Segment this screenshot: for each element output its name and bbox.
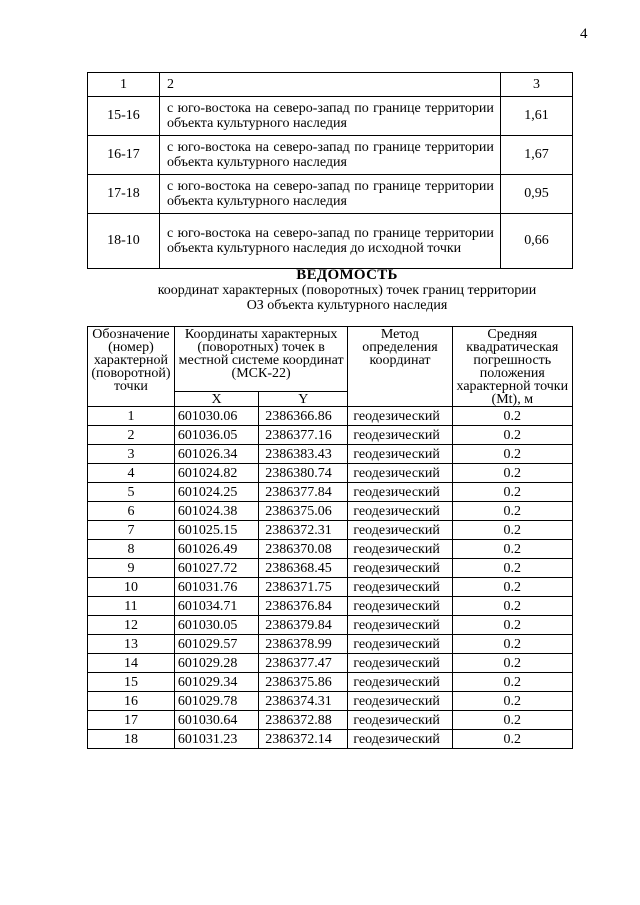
y-coordinate-cell: 2386370.08 [259, 540, 348, 559]
table-row [88, 540, 573, 559]
method-cell: геодезический [348, 540, 452, 559]
x-coordinate-cell: 601029.34 [174, 673, 258, 692]
x-coordinate-cell: 601026.49 [174, 540, 258, 559]
error-cell: 0.2 [452, 692, 572, 711]
method-cell: геодезический [348, 483, 452, 502]
table-row [88, 175, 573, 214]
table-row [88, 407, 573, 426]
y-coordinate-cell: 2386378.99 [259, 635, 348, 654]
segment-cell: 15-16 [88, 97, 160, 136]
table-row [88, 464, 573, 483]
statement-subtitle-line2: ОЗ объекта культурного наследия [246, 298, 448, 313]
page-number: 4 [580, 26, 588, 42]
x-coordinate-cell: 601027.72 [174, 559, 258, 578]
y-coordinate-cell: 2386372.88 [259, 711, 348, 730]
error-cell: 0.2 [452, 673, 572, 692]
x-coordinate-cell: 601025.15 [174, 521, 258, 540]
point-number-cell: 1 [88, 407, 175, 426]
y-coordinate-cell: 2386371.75 [259, 578, 348, 597]
method-cell: геодезический [348, 616, 452, 635]
table-row [88, 445, 573, 464]
error-header: Средняя квадратическая погрешность положения характерной точки (Mt), м [452, 327, 572, 407]
table-header-row [88, 73, 573, 97]
table-row [88, 711, 573, 730]
error-cell: 0.2 [452, 730, 572, 749]
description-cell: с юго-востока на северо-запад по границе территории объекта культурного наследия [159, 175, 500, 214]
y-coordinate-cell: 2386372.14 [259, 730, 348, 749]
description-cell: с юго-востока на северо-запад по границе территории объекта культурного наследия [159, 136, 500, 175]
y-coordinate-cell: 2386372.31 [259, 521, 348, 540]
coordinates-body [88, 407, 573, 749]
method-cell: геодезический [348, 730, 452, 749]
point-number-cell: 6 [88, 502, 175, 521]
table-row [88, 426, 573, 445]
x-coordinate-cell: 601030.05 [174, 616, 258, 635]
segment-cell: 16-17 [88, 136, 160, 175]
method-cell: геодезический [348, 692, 452, 711]
point-number-cell: 9 [88, 559, 175, 578]
point-number-cell: 12 [88, 616, 175, 635]
method-header: Метод определения координат [348, 327, 452, 407]
x-header: X [174, 392, 258, 407]
error-cell: 0.2 [452, 426, 572, 445]
x-coordinate-cell: 601026.34 [174, 445, 258, 464]
y-coordinate-cell: 2386377.16 [259, 426, 348, 445]
method-cell: геодезический [348, 635, 452, 654]
table-row [88, 654, 573, 673]
y-coordinate-cell: 2386377.84 [259, 483, 348, 502]
table-row [88, 578, 573, 597]
x-coordinate-cell: 601030.64 [174, 711, 258, 730]
method-cell: геодезический [348, 426, 452, 445]
boundary-description-table [87, 72, 573, 269]
method-cell: геодезический [348, 445, 452, 464]
x-coordinate-cell: 601030.06 [174, 407, 258, 426]
error-cell: 0.2 [452, 654, 572, 673]
x-coordinate-cell: 601036.05 [174, 426, 258, 445]
point-number-cell: 14 [88, 654, 175, 673]
point-number-cell: 10 [88, 578, 175, 597]
statement-title: ВЕДОМОСТЬ [296, 267, 398, 283]
coordinates-table [87, 326, 573, 749]
point-header: Обозначение (номер) характерной (поворотной) точки [88, 327, 175, 407]
y-coordinate-cell: 2386366.86 [259, 407, 348, 426]
point-number-cell: 2 [88, 426, 175, 445]
point-number-cell: 16 [88, 692, 175, 711]
error-cell: 0.2 [452, 502, 572, 521]
method-cell: геодезический [348, 502, 452, 521]
x-coordinate-cell: 601029.57 [174, 635, 258, 654]
method-cell: геодезический [348, 578, 452, 597]
point-number-cell: 8 [88, 540, 175, 559]
method-cell: геодезический [348, 711, 452, 730]
table-row [88, 559, 573, 578]
method-cell: геодезический [348, 673, 452, 692]
length-cell: 0,95 [500, 175, 572, 214]
y-coordinate-cell: 2386375.06 [259, 502, 348, 521]
description-cell: с юго-востока на северо-запад по границе территории объекта культурного наследия [159, 97, 500, 136]
error-cell: 0.2 [452, 711, 572, 730]
error-cell: 0.2 [452, 540, 572, 559]
error-cell: 0.2 [452, 597, 572, 616]
x-coordinate-cell: 601031.23 [174, 730, 258, 749]
table-row [88, 692, 573, 711]
table-row [88, 673, 573, 692]
x-coordinate-cell: 601029.78 [174, 692, 258, 711]
y-coordinate-cell: 2386374.31 [259, 692, 348, 711]
error-cell: 0.2 [452, 445, 572, 464]
point-number-cell: 17 [88, 711, 175, 730]
table-header-row [88, 327, 573, 392]
point-number-cell: 11 [88, 597, 175, 616]
method-cell: геодезический [348, 521, 452, 540]
y-coordinate-cell: 2386376.84 [259, 597, 348, 616]
x-coordinate-cell: 601029.28 [174, 654, 258, 673]
segment-cell: 18-10 [88, 214, 160, 269]
table-row [88, 521, 573, 540]
point-number-cell: 15 [88, 673, 175, 692]
table-row [88, 502, 573, 521]
y-coordinate-cell: 2386375.86 [259, 673, 348, 692]
method-cell: геодезический [348, 464, 452, 483]
table-row [88, 483, 573, 502]
table-row [88, 97, 573, 136]
method-cell: геодезический [348, 654, 452, 673]
error-cell: 0.2 [452, 578, 572, 597]
segment-cell: 17-18 [88, 175, 160, 214]
table-row [88, 214, 573, 269]
column-header: 3 [500, 73, 572, 97]
x-coordinate-cell: 601031.76 [174, 578, 258, 597]
statement-subtitle-line1: координат характерных (поворотных) точек границ территории [157, 283, 537, 298]
statement-heading [87, 268, 607, 313]
error-cell: 0.2 [452, 521, 572, 540]
error-cell: 0.2 [452, 635, 572, 654]
description-cell: с юго-востока на северо-запад по границе территории объекта культурного наследия до исходной точки [159, 214, 500, 269]
y-coordinate-cell: 2386379.84 [259, 616, 348, 635]
y-coordinate-cell: 2386383.43 [259, 445, 348, 464]
error-cell: 0.2 [452, 464, 572, 483]
point-number-cell: 4 [88, 464, 175, 483]
error-cell: 0.2 [452, 616, 572, 635]
error-cell: 0.2 [452, 407, 572, 426]
point-number-cell: 7 [88, 521, 175, 540]
y-coordinate-cell: 2386380.74 [259, 464, 348, 483]
error-cell: 0.2 [452, 559, 572, 578]
column-header: 1 [88, 73, 160, 97]
column-header: 2 [159, 73, 500, 97]
x-coordinate-cell: 601024.82 [174, 464, 258, 483]
y-coordinate-cell: 2386368.45 [259, 559, 348, 578]
length-cell: 1,67 [500, 136, 572, 175]
y-header: Y [259, 392, 348, 407]
method-cell: геодезический [348, 559, 452, 578]
error-cell: 0.2 [452, 483, 572, 502]
x-coordinate-cell: 601034.71 [174, 597, 258, 616]
point-number-cell: 3 [88, 445, 175, 464]
length-cell: 0,66 [500, 214, 572, 269]
length-cell: 1,61 [500, 97, 572, 136]
coords-header: Координаты характерных (поворотных) точек в местной системе координат (МСК-22) [174, 327, 347, 392]
x-coordinate-cell: 601024.38 [174, 502, 258, 521]
point-number-cell: 13 [88, 635, 175, 654]
x-coordinate-cell: 601024.25 [174, 483, 258, 502]
table-row [88, 616, 573, 635]
method-cell: геодезический [348, 407, 452, 426]
table-row [88, 730, 573, 749]
method-cell: геодезический [348, 597, 452, 616]
table-row [88, 136, 573, 175]
point-number-cell: 5 [88, 483, 175, 502]
table-row [88, 597, 573, 616]
y-coordinate-cell: 2386377.47 [259, 654, 348, 673]
point-number-cell: 18 [88, 730, 175, 749]
table-row [88, 635, 573, 654]
